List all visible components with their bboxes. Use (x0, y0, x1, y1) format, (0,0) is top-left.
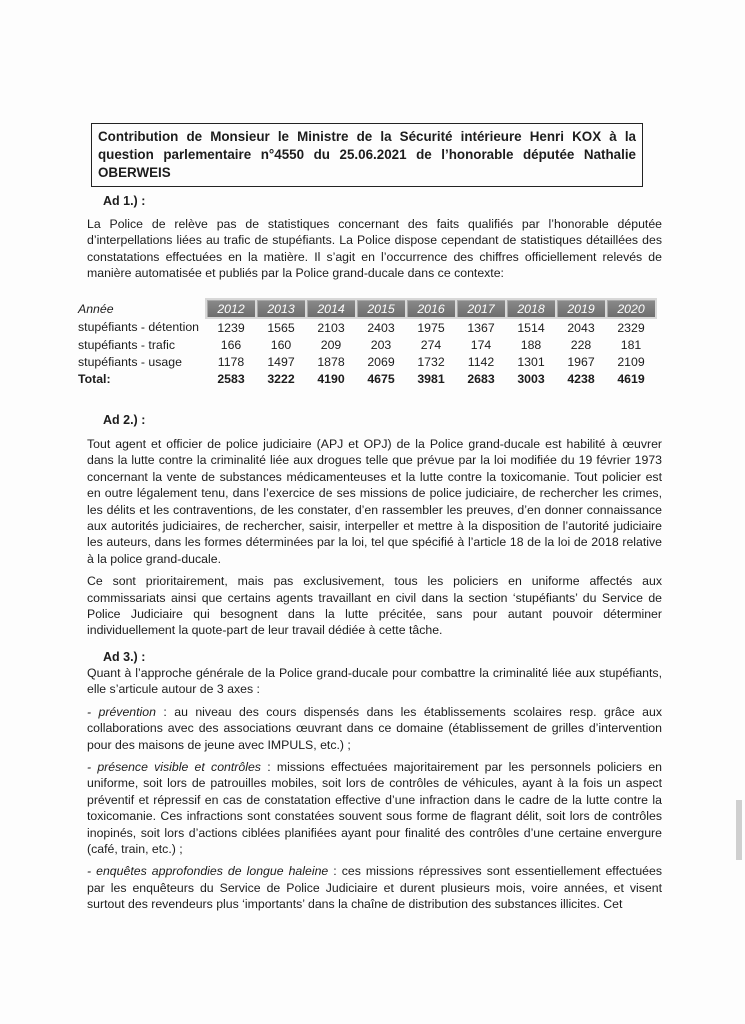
table-cell: 1565 (267, 320, 295, 335)
table-row (78, 336, 656, 353)
table-cell: 1301 (517, 354, 545, 369)
heading-ad3: Ad 3.) : (103, 650, 146, 664)
year-cell: 2013 (256, 299, 306, 318)
row-label: stupéfiants - trafic (78, 337, 176, 352)
paragraph-ad3 (87, 665, 662, 919)
table-cell: 188 (520, 337, 542, 352)
table-total-row (78, 370, 656, 387)
table-header-row (78, 299, 656, 318)
table-row (78, 353, 656, 370)
table-cell: 209 (320, 337, 342, 352)
paragraph-ad2 (87, 436, 662, 645)
year-cell: 2015 (356, 299, 406, 318)
total-cell: 4619 (617, 371, 645, 386)
total-cell: 4238 (567, 371, 595, 386)
item-text: : missions effectuées majoritairement par les personnels policiers en uniforme, soit lors de patrouilles mobiles, soit lors de contrôles de véhicules, ayant à la fois un aspect préventif et répressif en cas de constatation effective d’une infraction dans le cadre de la lutte contre la toxicomanie. Ces infractions sont constatées souvent sous forme de flagrant délit, soit lors de contrôles inopinés, soit lors d’actions ciblées planifiées ayant pour finalité des contrôles d’une certaine envergure (café, train, etc.) ; (87, 760, 662, 857)
item-text: : ces missions répressives sont essentiellement effectuées par les enquêteurs du Service de Police Judiciaire et durent plusieurs mois, voire années, et visent surtout des revendeurs plus ‘importants’ dans la chaîne de distribution des substances illicites. Cet (87, 864, 662, 912)
ad3-item (87, 863, 662, 912)
table-cell: 2069 (367, 354, 395, 369)
table-cell: 181 (620, 337, 642, 352)
total-cell: 4675 (367, 371, 395, 386)
total-cell: 4190 (317, 371, 345, 386)
year-cell: 2018 (506, 299, 556, 318)
item-term: - présence visible et contrôles (87, 760, 261, 775)
document-title: Contribution de Monsieur le Ministre de la Sécurité intérieure Henri KOX à la question parlementaire n°4550 du 25.06.2021 de l’honorable députée Nathalie OBERWEIS (91, 123, 643, 187)
row-label: stupéfiants - détention (78, 320, 199, 334)
table-cell: 203 (370, 337, 392, 352)
table-cell: 2109 (617, 354, 645, 369)
ad3-item (87, 759, 662, 857)
table-cell: 1975 (417, 320, 445, 335)
total-cell: 2583 (217, 371, 245, 386)
table-cell: 2329 (617, 320, 645, 335)
statistics-table (78, 298, 657, 387)
table-cell: 1239 (217, 320, 245, 335)
table-cell: 1142 (467, 354, 495, 369)
year-cell: 2019 (556, 299, 606, 318)
table-cell: 1497 (267, 354, 295, 369)
item-text: : au niveau des cours dispensés dans les établissements scolaires resp. grâce aux collaborations avec des associations œuvrant dans ce domaine (établissement de grilles d’intervention pour des maisons de jeune avec IMPULS, etc.) ; (87, 704, 662, 752)
ad2-paragraph-2: Ce sont prioritairement, mais pas exclusivement, tous les policiers en uniforme affectés aux commissariats ainsi que certains agents travaillant en civil dans la section ‘stupéfiants’ du Service de Police Judiciaire qui besognent dans la lutte précitée, sans pour autant pouvoir déterminer individuellement la quote-part de leur travail dédiée à cette tâche. (87, 574, 662, 638)
table-cell: 1514 (517, 320, 545, 335)
table-cell: 160 (270, 337, 292, 352)
table-cell: 1878 (317, 354, 345, 369)
ad3-intro: Quant à l’approche générale de la Police grand-ducale pour combattre la criminalité liée aux stupéfiants, elle s’articule autour de 3 axes : (87, 666, 662, 697)
table-cell: 1967 (567, 354, 595, 369)
year-cell: 2012 (206, 299, 256, 318)
table-header-label: Année (78, 301, 114, 316)
scan-margin-mark (736, 800, 742, 860)
ad2-paragraph-1: Tout agent et officier de police judiciaire (APJ et OPJ) de la Police grand-ducale est habilité à œuvrer dans la lutte contre la criminalité liée aux drogues telle que prévue par la loi modifiée du 19 février 1973 concernant la vente de substances médicamenteuses et la lutte contre la toxicomanie. Tout policier est en outre légalement tenu, dans l’exercice de ses missions de police judiciaire, de rechercher les crimes, les délits et les contraventions, de les constater, d’en rassembler les preuves, d’en donner connaissance aux autorités judiciaires, de rechercher, saisir, interpeller et mettre à la disposition de l’autorité judiciaire les auteurs, dans les formes déterminées par la loi, tel que spécifié à l’article 18 de la loi de 2018 relative à la police grand-ducale. (87, 437, 662, 566)
year-cell: 2014 (306, 299, 356, 318)
table-row (78, 318, 656, 336)
table-cell: 166 (220, 337, 242, 352)
ad3-item (87, 704, 662, 753)
ad1-text: La Police de relève pas de statistiques concernant des faits qualifiés par l’honorable députée d’interpellations liées au trafic de stupéfiants. La Police dispose cependant de statistiques détaillées des constatations effectuées en la matière. Il s’agit en l’occurrence des chiffres officiellement relevés de manière automatisée et publiés par la Police grand-ducale dans ce contexte: (87, 217, 662, 281)
item-term: - enquêtes approfondies de longue haleine (87, 864, 329, 879)
total-label: Total: (78, 371, 111, 386)
total-cell: 3003 (517, 371, 545, 386)
year-cell: 2016 (406, 299, 456, 318)
total-cell: 3981 (417, 371, 445, 386)
row-label: stupéfiants - usage (78, 354, 182, 369)
table-cell: 228 (570, 337, 592, 352)
table-cell: 1367 (467, 320, 495, 335)
table-cell: 1732 (417, 354, 445, 369)
table-cell: 174 (470, 337, 492, 352)
year-cell: 2020 (606, 299, 656, 318)
item-term: - prévention (87, 704, 156, 719)
total-cell: 2683 (467, 371, 495, 386)
table-cell: 2403 (367, 320, 395, 335)
table-cell: 274 (420, 337, 442, 352)
year-cell: 2017 (456, 299, 506, 318)
heading-ad1: Ad 1.) : (103, 194, 146, 208)
table-cell: 2103 (317, 320, 345, 335)
table-cell: 1178 (217, 354, 245, 369)
heading-ad2: Ad 2.) : (103, 413, 146, 427)
paragraph-ad1 (87, 216, 662, 288)
table-cell: 2043 (567, 320, 595, 335)
total-cell: 3222 (267, 371, 295, 386)
